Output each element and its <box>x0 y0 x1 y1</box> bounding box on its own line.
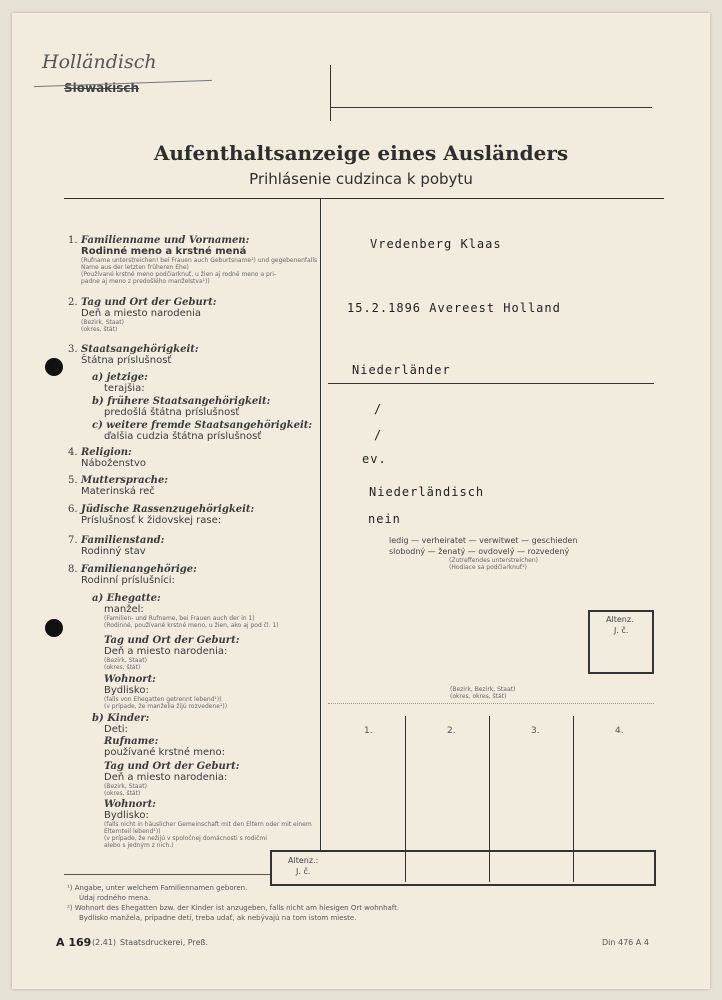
marital-options-de: ledig — verheiratet — verwitwet — geschieden <box>389 536 578 545</box>
corner-vline <box>330 65 331 121</box>
title-german: Aufenthaltsanzeige eines Ausländers <box>153 141 569 165</box>
field-7-label: 7. Familienstand: Rodinný stav <box>68 535 165 557</box>
title-rule <box>64 198 664 199</box>
answer-religion: ev. <box>362 452 387 466</box>
struck-text: Slowakisch <box>64 81 140 95</box>
column-4-number: 4. <box>615 726 624 736</box>
children-residence-label: Wohnort: Bydlisko: (falls nicht in häuslicher Gemeinschaft mit den Eltern oder mit einem Elternteil lebend¹)) (v prípade, že nežijú v spoločnej domácnosti s rodičmi alebo s jedným z nich.) <box>104 799 312 849</box>
printer: Staatsdruckerei, Preß. <box>120 938 209 947</box>
title-slovak: Prihlásenie cudzinca k pobytu <box>249 170 473 188</box>
answer-birth: 15.2.1896 Avereest Holland <box>347 301 561 315</box>
answer-nationality: Niederländer <box>352 363 451 377</box>
field-2-label: 2. Tag und Ort der Geburt: Deň a miesto narodenia (Bezirk, Staat) (okres, štát) <box>68 297 217 333</box>
answer-mother-tongue: Niederländisch <box>369 485 485 499</box>
answer-name: Vredenberg Klaas <box>370 237 502 251</box>
field-8-label: 8. Familienangehörige: Rodinní príslušníci: <box>68 564 197 586</box>
form-code: (2.41) <box>92 938 117 947</box>
field-1-label: 1. Familienname und Vornamen: Rodinné meno a krstné mená (Rufname unterstreichen! bei Frauen auch Geburtsname¹) und gegebenenfalls Name aus der letzten früheren Ehe) (Používané krstné meno podčiarknuť, u žien aj rodné meno a pri- padne aj meno z predošlého manželstva¹)) <box>68 235 318 285</box>
children-callname-label: Rufname: používané krstné meno: <box>104 736 225 758</box>
children-grid-top <box>328 703 654 704</box>
spouse-label: a) Ehegatte: manžel: (Familien- und Rufname, bei Frauen auch der in 1) (Rodinné, používané krstné meno, u žien, ako aj pod čl. 1) <box>92 593 279 629</box>
field-6-label: 6. Jüdische Rassenzugehörigkeit: Príslušnosť k židovskej rase: <box>68 504 255 526</box>
bottom-box: Altenz.: J. č. <box>270 850 656 886</box>
field-5-label: 5. Muttersprache: Materinská reč <box>68 475 168 497</box>
footnote-2-sk: Bydlisko manžela, prípadne detí, treba udať, ak nebývajú na tom istom mieste. <box>79 914 357 922</box>
answer-jewish: nein <box>368 512 401 526</box>
field-3a-label: a) jetzige: terajšia: <box>92 372 148 394</box>
footnote-rule <box>64 874 270 875</box>
column-3-number: 3. <box>531 726 540 736</box>
column-2-number: 2. <box>447 726 456 736</box>
field-3b-label: b) frühere Staatsangehörigkeit: predošlá štátna príslušnosť <box>92 396 271 418</box>
field-3c-label: c) weitere fremde Staatsangehörigkeit: ďalšia cudzia štátna príslušnosť <box>92 420 313 442</box>
answer-other-nationality: / <box>374 428 383 442</box>
footnote-2: ²) Wohnort des Ehegatten bzw. der Kinder ist anzugeben, falls nicht am hiesigen Ort wohnhaft. <box>67 904 400 912</box>
children-header-de: (Bezirk, Bezirk, Staat) <box>450 686 516 693</box>
form-id: A 169 <box>56 936 92 949</box>
stamp-box: Altenz. J. č. <box>588 610 654 674</box>
corner-hline <box>330 107 652 108</box>
center-divider <box>320 198 321 852</box>
footnote-1-sk: Údaj rodného mena. <box>79 894 151 902</box>
spouse-birth-label: Tag und Ort der Geburt: Deň a miesto narodenia: (Bezirk, Staat) (okres, štát) <box>104 635 240 671</box>
nationality-rule <box>328 383 654 384</box>
children-header-sk: (okres, okres, štát) <box>450 693 507 700</box>
answer-previous-nationality: / <box>374 402 383 416</box>
marital-note-sk: (Hodiace sa podčiarknuť¹) <box>449 564 527 571</box>
footnote-1: ¹) Angabe, unter welchem Familiennamen geboren. <box>67 884 248 892</box>
handwritten-note: Holländisch <box>42 51 157 73</box>
children-birth-label: Tag und Ort der Geburt: Deň a miesto narodenia: (Bezirk, Staat) (okres, štát) <box>104 761 240 797</box>
document-page <box>12 13 710 989</box>
children-label: b) Kinder: Deti: <box>92 713 150 735</box>
din-format: Din 476 A 4 <box>602 938 649 947</box>
spouse-residence-label: Wohnort: Bydlisko: (falls von Ehegatten getrennt lebend¹)) (v prípade, že manželia žijú rozvedene¹)) <box>104 674 228 710</box>
punch-hole-top <box>45 358 63 376</box>
column-1-number: 1. <box>364 726 373 736</box>
marital-options-sk: slobodný — ženatý — ovdovelý — rozvedený <box>389 547 570 556</box>
field-3-label: 3. Staatsangehörigkeit: Štátna príslušnosť <box>68 344 199 366</box>
field-4-label: 4. Religion: Náboženstvo <box>68 447 146 469</box>
marital-note-de: (Zutreffendes unterstreichen) <box>449 557 539 564</box>
punch-hole-bottom <box>45 619 63 637</box>
